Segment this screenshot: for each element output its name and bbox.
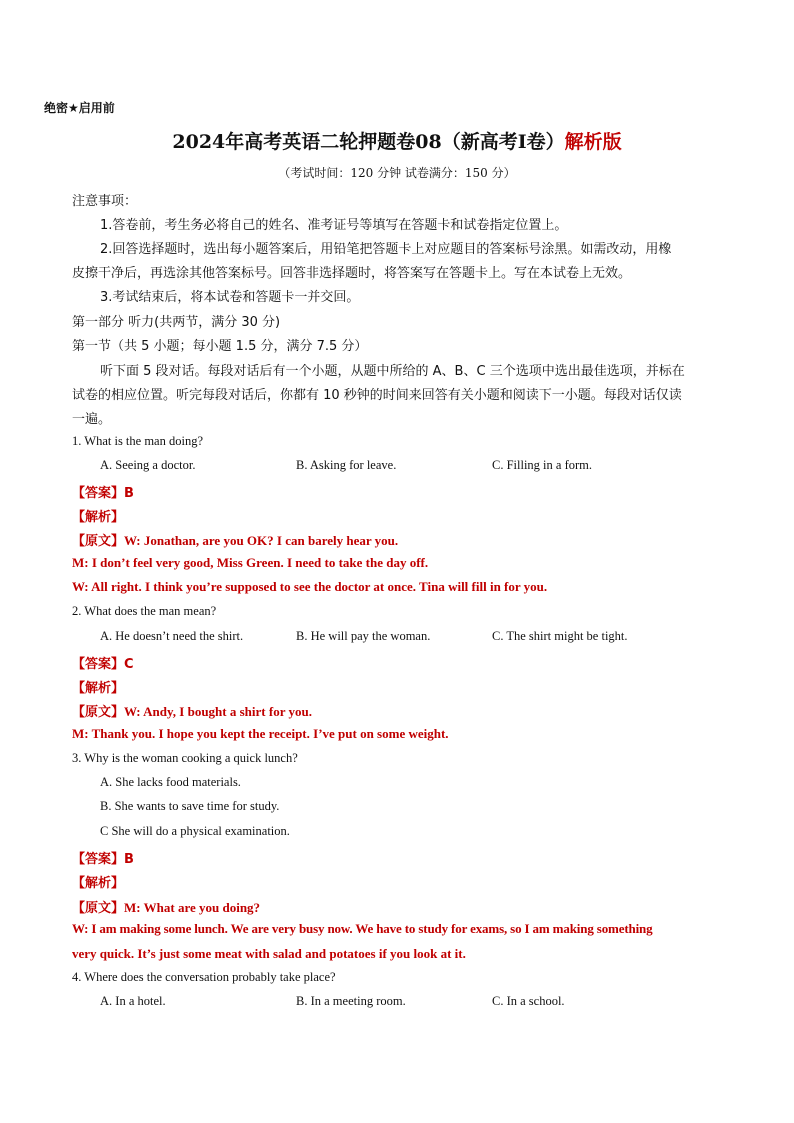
question-4-option-a: A. In a hotel. — [100, 994, 166, 1008]
instructions-line-2: 试卷的相应位置。听完每段对话后，你都有 10 秒钟的时间来回答有关小题和阅读下一小题。每段对话仅读 — [72, 388, 682, 403]
question-1-transcript-1 — [72, 530, 398, 549]
transcript-tag: 【原文】 — [72, 705, 125, 720]
question-1-option-b: B. Asking for leave. — [296, 458, 397, 472]
transcript-line: W: Andy, I bought a shirt for you. — [124, 704, 312, 719]
question-1-stem: 1. What is the man doing? — [72, 434, 203, 448]
question-1-option-c: C. Filling in a form. — [492, 458, 592, 472]
section-one-heading: 第一节（共 5 小题；每小题 1.5 分，满分 7.5 分） — [72, 339, 368, 354]
part-one-heading: 第一部分 听力(共两节，满分 30 分) — [72, 315, 281, 330]
question-1-answer-text: 【答案】B — [72, 486, 134, 501]
question-3-option-b: B. She wants to save time for study. — [100, 799, 280, 813]
transcript-tag: 【原文】 — [72, 901, 125, 916]
question-3-analysis-label: 【解析】 — [72, 876, 125, 891]
confidential-label: 绝密★启用前 — [44, 101, 115, 115]
instructions-line-1: 听下面 5 段对话。每段对话后有一个小题，从题中所给的 A、B、C 三个选项中选出最佳选项，并标在 — [100, 364, 685, 379]
question-2-option-c: C. The shirt might be tight. — [492, 629, 628, 643]
question-2-option-b: B. He will pay the woman. — [296, 629, 431, 643]
question-3-option-c: C She will do a physical examination. — [100, 824, 290, 838]
exam-time-info: （考试时间：120 分钟 试卷满分：150 分） — [278, 166, 516, 180]
question-2-transcript-2: M: Thank you. I hope you kept the receipt. I’ve put on some weight. — [72, 726, 449, 741]
question-1-transcript-3: W: All right. I think you’re supposed to see the doctor at once. Tina will fill in for you. — [72, 579, 548, 594]
question-2-answer-text: 【答案】C — [72, 657, 134, 672]
page-title — [0, 127, 794, 154]
question-3-answer-text: 【答案】B — [72, 852, 134, 867]
question-1-option-a: A. Seeing a doctor. — [100, 458, 196, 472]
question-3-analysis — [72, 872, 124, 891]
question-2-analysis — [72, 677, 124, 696]
question-3-stem: 3. Why is the woman cooking a quick lunch? — [72, 751, 298, 765]
question-2-stem: 2. What does the man mean? — [72, 604, 217, 618]
question-1-transcript-2: M: I don’t feel very good, Miss Green. I need to take the day off. — [72, 555, 429, 570]
question-2-transcript-1 — [72, 701, 312, 720]
question-2-analysis-label: 【解析】 — [72, 681, 125, 696]
question-3-answer — [72, 848, 134, 867]
question-4-option-b: B. In a meeting room. — [296, 994, 406, 1008]
question-2-answer — [72, 653, 134, 672]
transcript-line: M: What are you doing? — [124, 900, 261, 915]
question-3-option-a: A. She lacks food materials. — [100, 775, 241, 789]
question-4-stem: 4. Where does the conversation probably take place? — [72, 970, 336, 984]
question-1-analysis-label: 【解析】 — [72, 510, 125, 525]
question-3-transcript-2: W: I am making some lunch. We are very busy now. We have to study for exams, so I am making something — [72, 921, 653, 936]
question-1-answer — [72, 482, 134, 501]
title-answer-version: 解析版 — [564, 131, 622, 153]
notice-item-1: 1.答卷前，考生务必将自己的姓名、准考证号等填写在答题卡和试卷指定位置上。 — [100, 218, 568, 233]
question-3-transcript-2-cont: very quick. It’s just some meat with salad and potatoes if you look at it. — [72, 946, 466, 961]
notice-item-2-cont: 皮擦干净后，再选涂其他答案标号。回答非选择题时，将答案写在答题卡上。写在本试卷上无效。 — [72, 266, 632, 281]
question-2-option-a: A. He doesn’t need the shirt. — [100, 629, 244, 643]
question-1-analysis — [72, 506, 124, 525]
question-3-transcript-1 — [72, 897, 260, 916]
notice-heading: 注意事项： — [72, 194, 138, 209]
question-4-option-c: C. In a school. — [492, 994, 565, 1008]
notice-item-3: 3.考试结束后，将本试卷和答题卡一并交回。 — [100, 290, 360, 305]
notice-item-2: 2.回答选择题时，选出每小题答案后，用铅笔把答题卡上对应题目的答案标号涂黑。如需改动，用橡 — [100, 242, 672, 257]
instructions-line-3: 一遍。 — [72, 412, 112, 427]
transcript-line: W: Jonathan, are you OK? I can barely hear you. — [124, 533, 399, 548]
title-main: 2024年高考英语二轮押题卷08（新高考I卷） — [172, 131, 565, 153]
transcript-tag: 【原文】 — [72, 534, 125, 549]
